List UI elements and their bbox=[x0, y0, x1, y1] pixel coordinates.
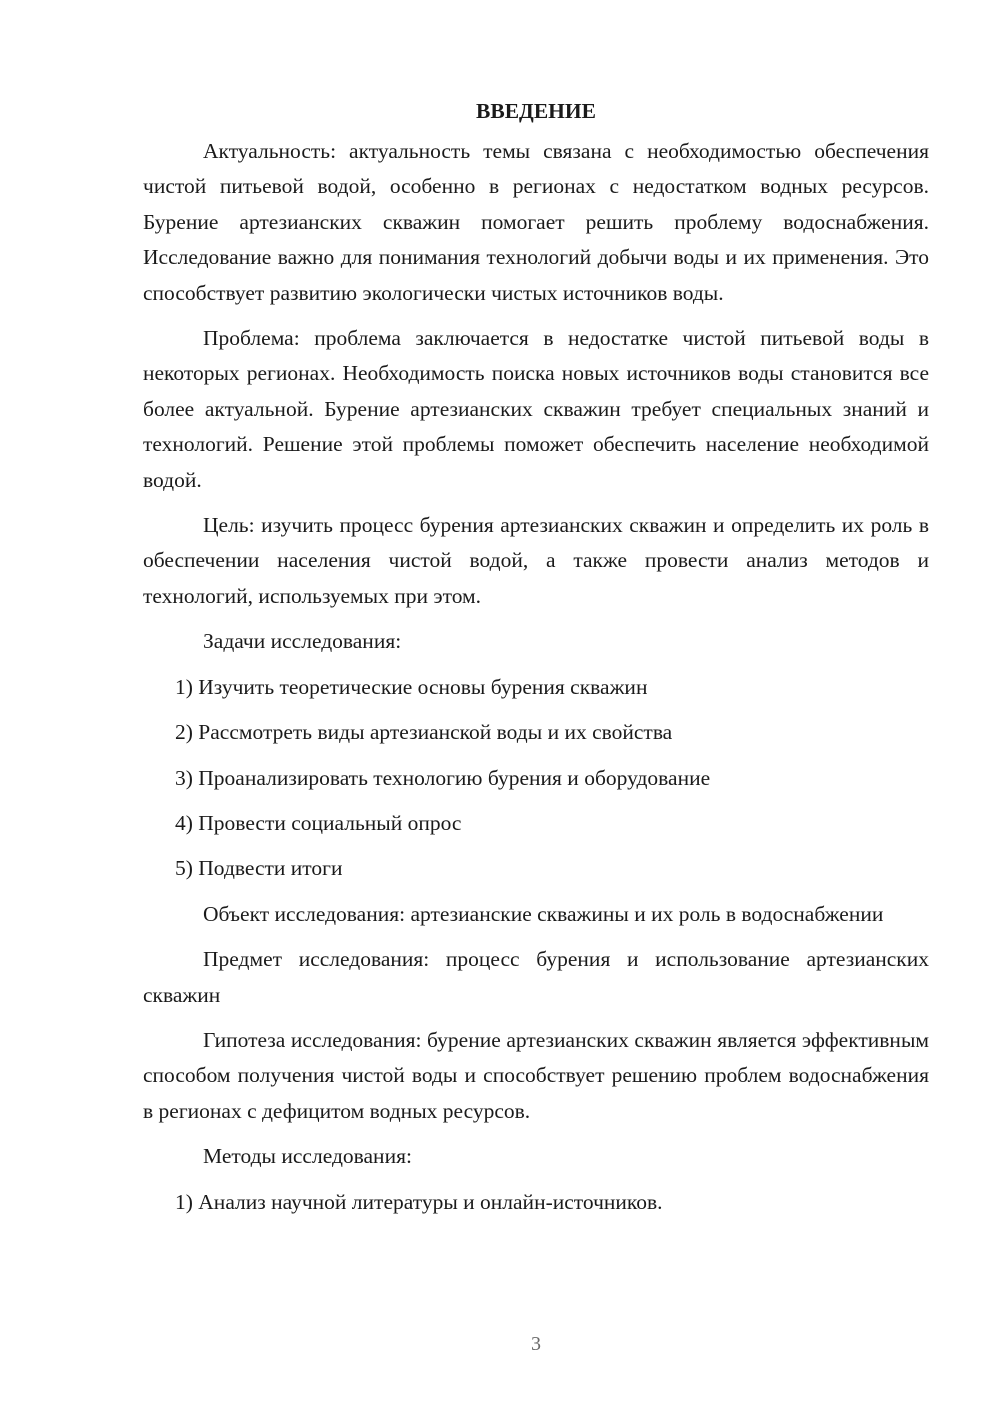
methods-heading: Методы исследования: bbox=[203, 1144, 412, 1169]
page-number: 3 bbox=[531, 1333, 541, 1355]
page-title: ВВЕДЕНИЕ bbox=[476, 99, 596, 123]
task-item: 4) Провести социальный опрос bbox=[175, 810, 462, 835]
task-item: 5) Подвести итоги bbox=[175, 856, 343, 881]
hypothesis-paragraph: Гипотеза исследования: бурение артезианских скважин является эффективным способом получения чистой воды и способствует решению проблем водоснабжения в регионах с дефицитом водных ресурсов. bbox=[143, 1027, 929, 1123]
subject-paragraph: Предмет исследования: процесс бурения и использование артезианских скважин bbox=[143, 947, 929, 1007]
method-item: 1) Анализ научной литературы и онлайн-источников. bbox=[175, 1189, 663, 1214]
task-item: 2) Рассмотреть виды артезианской воды и их свойства bbox=[175, 720, 673, 745]
task-item: 3) Проанализировать технологию бурения и оборудование bbox=[175, 765, 711, 790]
tasks-heading: Задачи исследования: bbox=[203, 629, 402, 654]
page-content bbox=[143, 96, 929, 1230]
goal-paragraph: Цель: изучить процесс бурения артезианских скважин и определить их роль в обеспечении населения чистой водой, а также провести анализ методов и технологий, используемых при этом. bbox=[143, 513, 929, 608]
task-item: 1) Изучить теоретические основы бурения скважин bbox=[175, 674, 648, 699]
relevance-paragraph: Актуальность: актуальность темы связана с необходимостью обеспечения чистой питьевой водой, особенно в регионах с недостатком водных ресурсов. Бурение артезианских скважин помогает решить проблему водоснабжения. Исследование важно для понимания технологий добычи воды и их применения. Это способствует развитию экологически чистых источников воды. bbox=[143, 139, 929, 305]
object-paragraph: Объект исследования: артезианские скважины и их роль в водоснабжении bbox=[203, 901, 884, 926]
problem-paragraph: Проблема: проблема заключается в недостатке чистой питьевой воды в некоторых регионах. Необходимость поиска новых источников воды становится все более актуальной. Бурение артезианских скважин требует специальных знаний и технологий. Решение этой проблемы поможет обеспечить население необходимой водой. bbox=[143, 326, 929, 492]
